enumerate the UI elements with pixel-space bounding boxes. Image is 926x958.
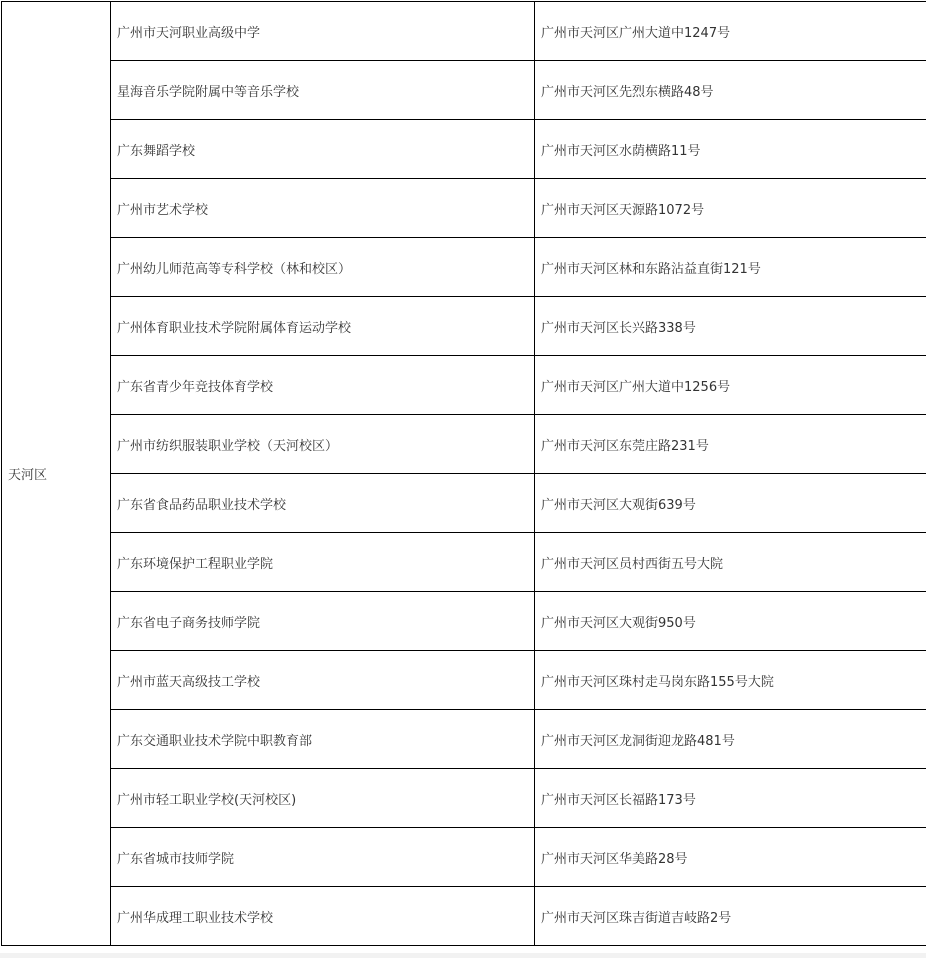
school-address-cell: 广州市天河区华美路28号 [535,828,926,887]
school-name-cell: 广东省食品药品职业技术学校 [111,474,535,533]
table-row [2,769,926,828]
school-name-cell: 广东省城市技师学院 [111,828,535,887]
table-row [2,474,926,533]
school-address-cell: 广州市天河区龙洞街迎龙路481号 [535,710,926,769]
table-row [2,533,926,592]
table-row [2,887,926,946]
school-name-cell: 广州华成理工职业技术学校 [111,887,535,946]
table-row [2,238,926,297]
school-name-cell: 广东省电子商务技师学院 [111,592,535,651]
school-name-cell: 广州市天河职业高级中学 [111,2,535,61]
table-row [2,356,926,415]
school-name-cell: 星海音乐学院附属中等音乐学校 [111,61,535,120]
school-address-cell: 广州市天河区长兴路338号 [535,297,926,356]
school-name-cell: 广州市蓝天高级技工学校 [111,651,535,710]
school-name-cell: 广东舞蹈学校 [111,120,535,179]
school-address-cell: 广州市天河区天源路1072号 [535,179,926,238]
school-address-table [1,1,926,946]
school-name-cell: 广州市艺术学校 [111,179,535,238]
table-row [2,2,926,61]
school-name-cell: 广州幼儿师范高等专科学校（林和校区） [111,238,535,297]
school-address-cell: 广州市天河区大观街950号 [535,592,926,651]
school-address-cell: 广州市天河区林和东路沾益直街121号 [535,238,926,297]
table-row [2,828,926,887]
district-cell: 天河区 [2,2,111,946]
table-row [2,651,926,710]
school-name-cell: 广州体育职业技术学院附属体育运动学校 [111,297,535,356]
school-address-cell: 广州市天河区员村西街五号大院 [535,533,926,592]
school-address-cell: 广州市天河区长福路173号 [535,769,926,828]
bottom-scroll-edge [0,953,926,958]
table-body [2,2,926,946]
school-name-cell: 广东环境保护工程职业学院 [111,533,535,592]
school-address-cell: 广州市天河区先烈东横路48号 [535,61,926,120]
school-name-cell: 广州市轻工职业学校(天河校区) [111,769,535,828]
table-row [2,415,926,474]
school-name-cell: 广州市纺织服装职业学校（天河校区） [111,415,535,474]
school-address-cell: 广州市天河区广州大道中1247号 [535,2,926,61]
school-address-cell: 广州市天河区广州大道中1256号 [535,356,926,415]
school-name-cell: 广东省青少年竞技体育学校 [111,356,535,415]
table-row [2,592,926,651]
school-address-cell: 广州市天河区珠吉街道吉岐路2号 [535,887,926,946]
school-address-cell: 广州市天河区东莞庄路231号 [535,415,926,474]
school-name-cell: 广东交通职业技术学院中职教育部 [111,710,535,769]
table-row [2,710,926,769]
table-row [2,61,926,120]
school-address-cell: 广州市天河区珠村走马岗东路155号大院 [535,651,926,710]
table-row [2,120,926,179]
table-row [2,297,926,356]
school-address-cell: 广州市天河区水荫横路11号 [535,120,926,179]
table-row [2,179,926,238]
school-address-cell: 广州市天河区大观街639号 [535,474,926,533]
